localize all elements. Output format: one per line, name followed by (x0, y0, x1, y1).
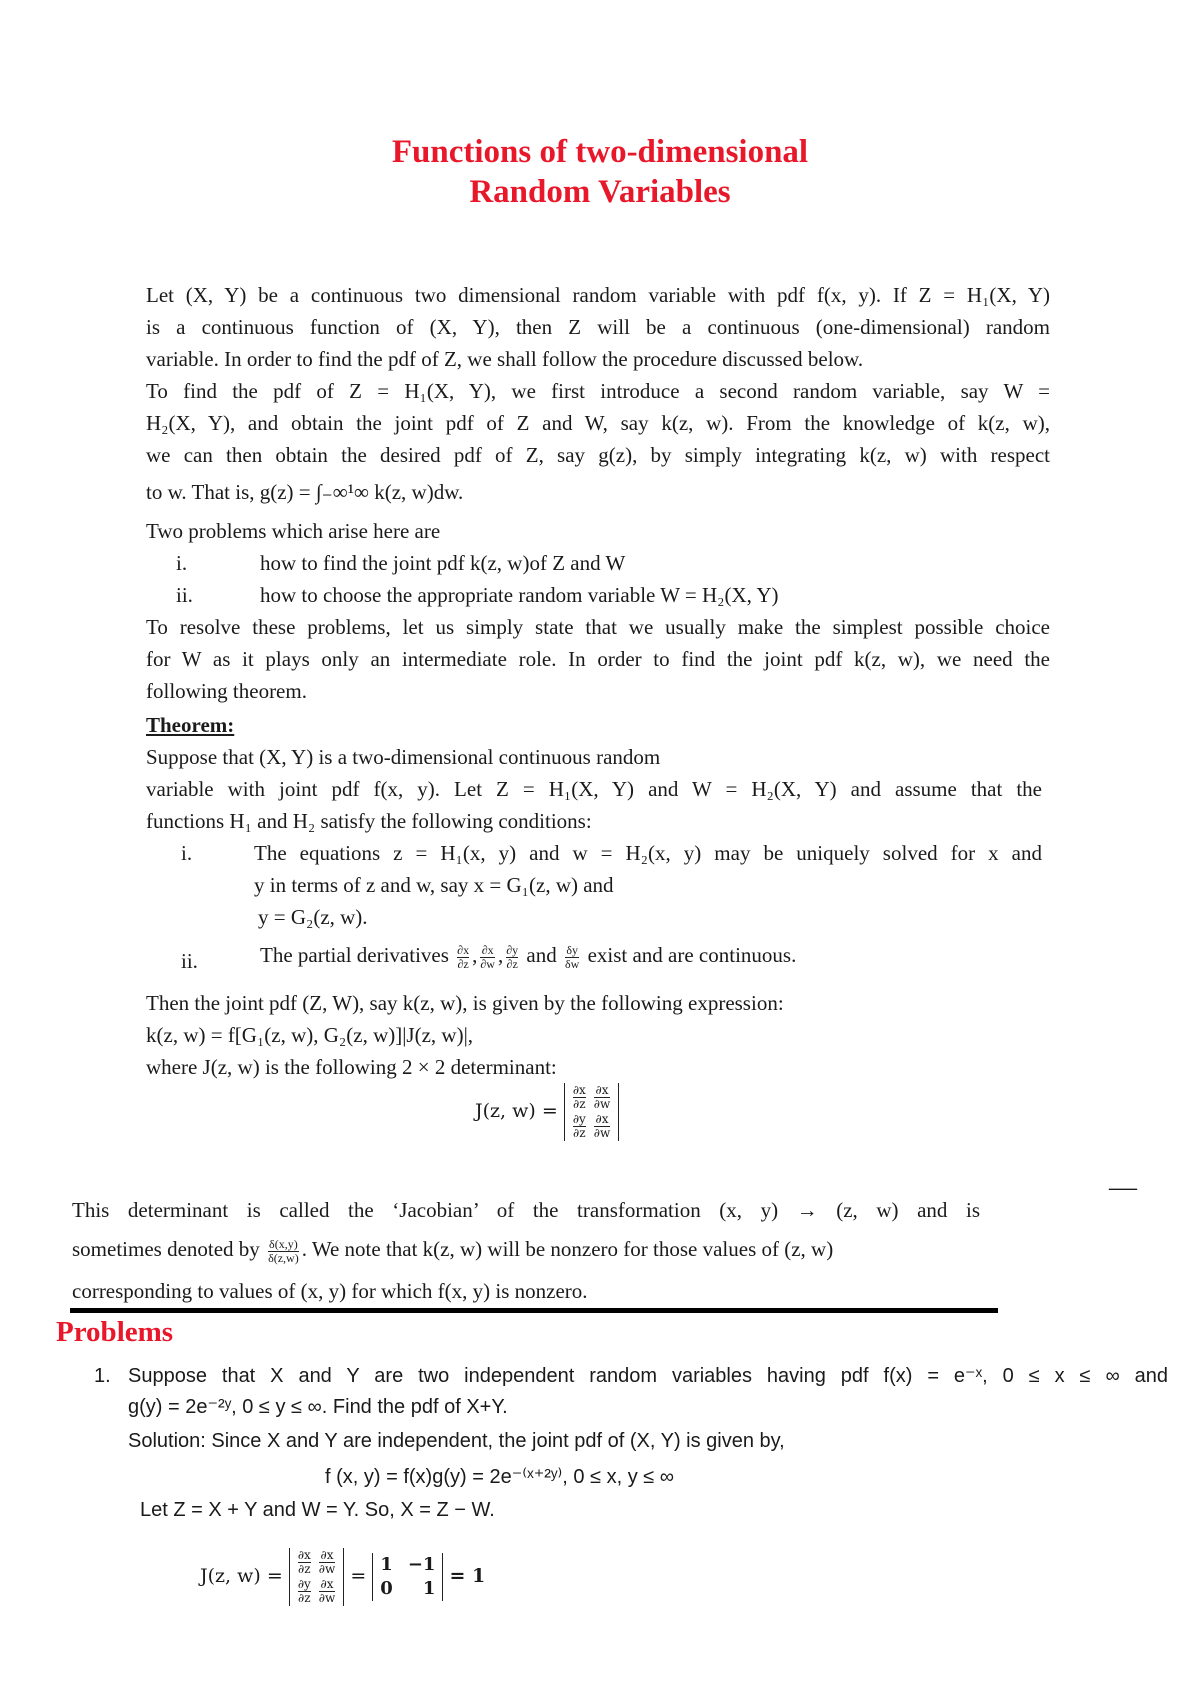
jacobian-result: = 1 (449, 1565, 486, 1587)
intro-line: we can then obtain the desired pdf of Z, say g(z), by simply integrating k(z, w) with respect (146, 443, 1050, 467)
problem-text: Suppose that X and Y are two independent random variables having pdf f(x) = e⁻ˣ, 0 ≤ x ≤ ∞ and (128, 1365, 1168, 1387)
title-line-2: Random Variables (469, 174, 731, 210)
partials-post: exist and are continuous. (587, 943, 797, 967)
issue-text: how to choose the appropriate random variable W = H₂(X, Y) (260, 583, 779, 607)
theorem-line: functions H₁ and H₂ satisfy the following conditions: (146, 809, 592, 833)
partials-and: and (526, 943, 557, 967)
intro-line: Let (X, Y) be a continuous two dimensional random variable with pdf f(x, y). If Z = H₁(X, Y) (146, 283, 1050, 307)
note-line: This determinant is called the ‘Jacobian’ of the transformation (x, y) → (z, w) and is (72, 1198, 980, 1222)
condition-number: i. (181, 841, 193, 865)
section-divider (70, 1308, 998, 1313)
condition-text: The equations z = H₁(x, y) and w = H₂(x, y) may be uniquely solved for x and (254, 841, 1042, 865)
issue-number: ii. (176, 583, 193, 607)
joint-pdf-formula: k(z, w) = f[G₁(z, w), G₂(z, w)]|J(z, w)|, (146, 1023, 474, 1047)
issue-text: how to find the joint pdf k(z, w)of Z and W (260, 551, 626, 575)
resolve-line: for W as it plays only an intermediate role. In order to find the joint pdf k(z, w), we need the (146, 647, 1050, 671)
partial-dy-dz: $\frac{\partial y}{\partial z}$ (506, 942, 519, 971)
problem-jacobian-label: J(z, w) = (200, 1565, 283, 1587)
condition-text: y = G₂(z, w). (258, 905, 368, 929)
intro-line: To find the pdf of Z = H₁(X, Y), we first introduce a second random variable, say W = (146, 379, 1050, 403)
jacobian-matrix: $\frac{\partial x}{\partial z}$ $\frac{\partial x}{\partial w}$ $\frac{\partial y}{\partial z}$ $\frac{\partial x}{\partial w}$ (564, 1083, 619, 1141)
theorem-line: where J(z, w) is the following 2 × 2 determinant: (146, 1055, 557, 1079)
title-line-1: Functions of two-dimensional (391, 134, 809, 170)
intro-integral-line: to w. That is, g(z) = ∫₋∞¹∞ k(z, w)dw. (146, 480, 464, 504)
intro-line: H₂(X, Y), and obtain the joint pdf of Z and W, say k(z, w). From the knowledge of k(z, w), (146, 411, 1050, 435)
note-line: sometimes denoted by $\frac{\delta(x,y)}{\delta(z,w)}$ . We note that k(z, w) will be nonzero for those values of (z, w) (72, 1236, 834, 1265)
partial-dx-dw: $\frac{\partial x}{\partial w}$ (480, 942, 495, 971)
resolve-line: To resolve these problems, let us simply state that we usually make the simplest possible choice (146, 615, 1050, 639)
theorem-heading: Theorem: (146, 713, 235, 737)
intro-line: variable. In order to find the pdf of Z, we shall follow the procedure discussed below. (146, 347, 864, 371)
partial-dy-dw: $\frac{\delta y}{\delta w}$ (564, 942, 580, 971)
solution-line: Solution: Since X and Y are independent, the joint pdf of (X, Y) is given by, (128, 1430, 785, 1452)
partials-pre: The partial derivatives (260, 943, 449, 967)
problem-number: 1. (94, 1365, 111, 1387)
problem-jacobian (200, 1548, 485, 1606)
partial-dx-dz: $\frac{\partial x}{\partial z}$ (457, 942, 470, 971)
theorem-line: variable with joint pdf f(x, y). Let Z = H₁(X, Y) and W = H₂(X, Y) and assume that the (146, 777, 1042, 801)
condition-text: y in terms of z and w, say x = G₁(z, w) and (254, 873, 614, 897)
jacobian-determinant (475, 1083, 619, 1141)
margin-dash: — (1109, 1172, 1137, 1203)
condition-number: ii. (181, 949, 198, 973)
issue-number: i. (176, 551, 188, 575)
note-line: corresponding to values of (x, y) for which f(x, y) is nonzero. (72, 1279, 588, 1303)
theorem-line: Suppose that (X, Y) is a two-dimensional continuous random (146, 745, 661, 769)
joint-pdf-line: f (x, y) = f(x)g(y) = 2e⁻⁽ˣ⁺²ʸ⁾, 0 ≤ x, y ≤ ∞ (325, 1466, 675, 1488)
resolve-line: following theorem. (146, 679, 307, 703)
theorem-line: Then the joint pdf (Z, W), say k(z, w), is given by the following expression: (146, 991, 784, 1015)
substitution-line: Let Z = X + Y and W = Y. So, X = Z − W. (140, 1499, 495, 1521)
condition-partials: The partial derivatives $\frac{\partial x}{\partial z}$ , $\frac{\partial x}{\partial w}$ , $\frac{\partial y}{\partial z}$ and $\frac{\delta y}{\delta w}$ exist and are continuous. (260, 942, 797, 971)
partials-matrix: $\frac{\partial x}{\partial z}$ $\frac{\partial x}{\partial w}$ $\frac{\partial y}{\partial z}$ $\frac{\partial x}{\partial w}$ (289, 1548, 344, 1606)
numeric-matrix: 1 −1 0 1 (372, 1553, 443, 1601)
intro-line: is a continuous function of (X, Y), then Z will be a continuous (one-dimensional) random (146, 315, 1050, 339)
equals-sign: = (350, 1565, 367, 1587)
intro-line: Two problems which arise here are (146, 519, 441, 543)
problems-heading: Problems (56, 1316, 174, 1348)
jacobian-label: J(z, w) = (475, 1100, 558, 1122)
problem-text: g(y) = 2e⁻²ʸ, 0 ≤ y ≤ ∞. Find the pdf of X+Y. (128, 1396, 508, 1418)
